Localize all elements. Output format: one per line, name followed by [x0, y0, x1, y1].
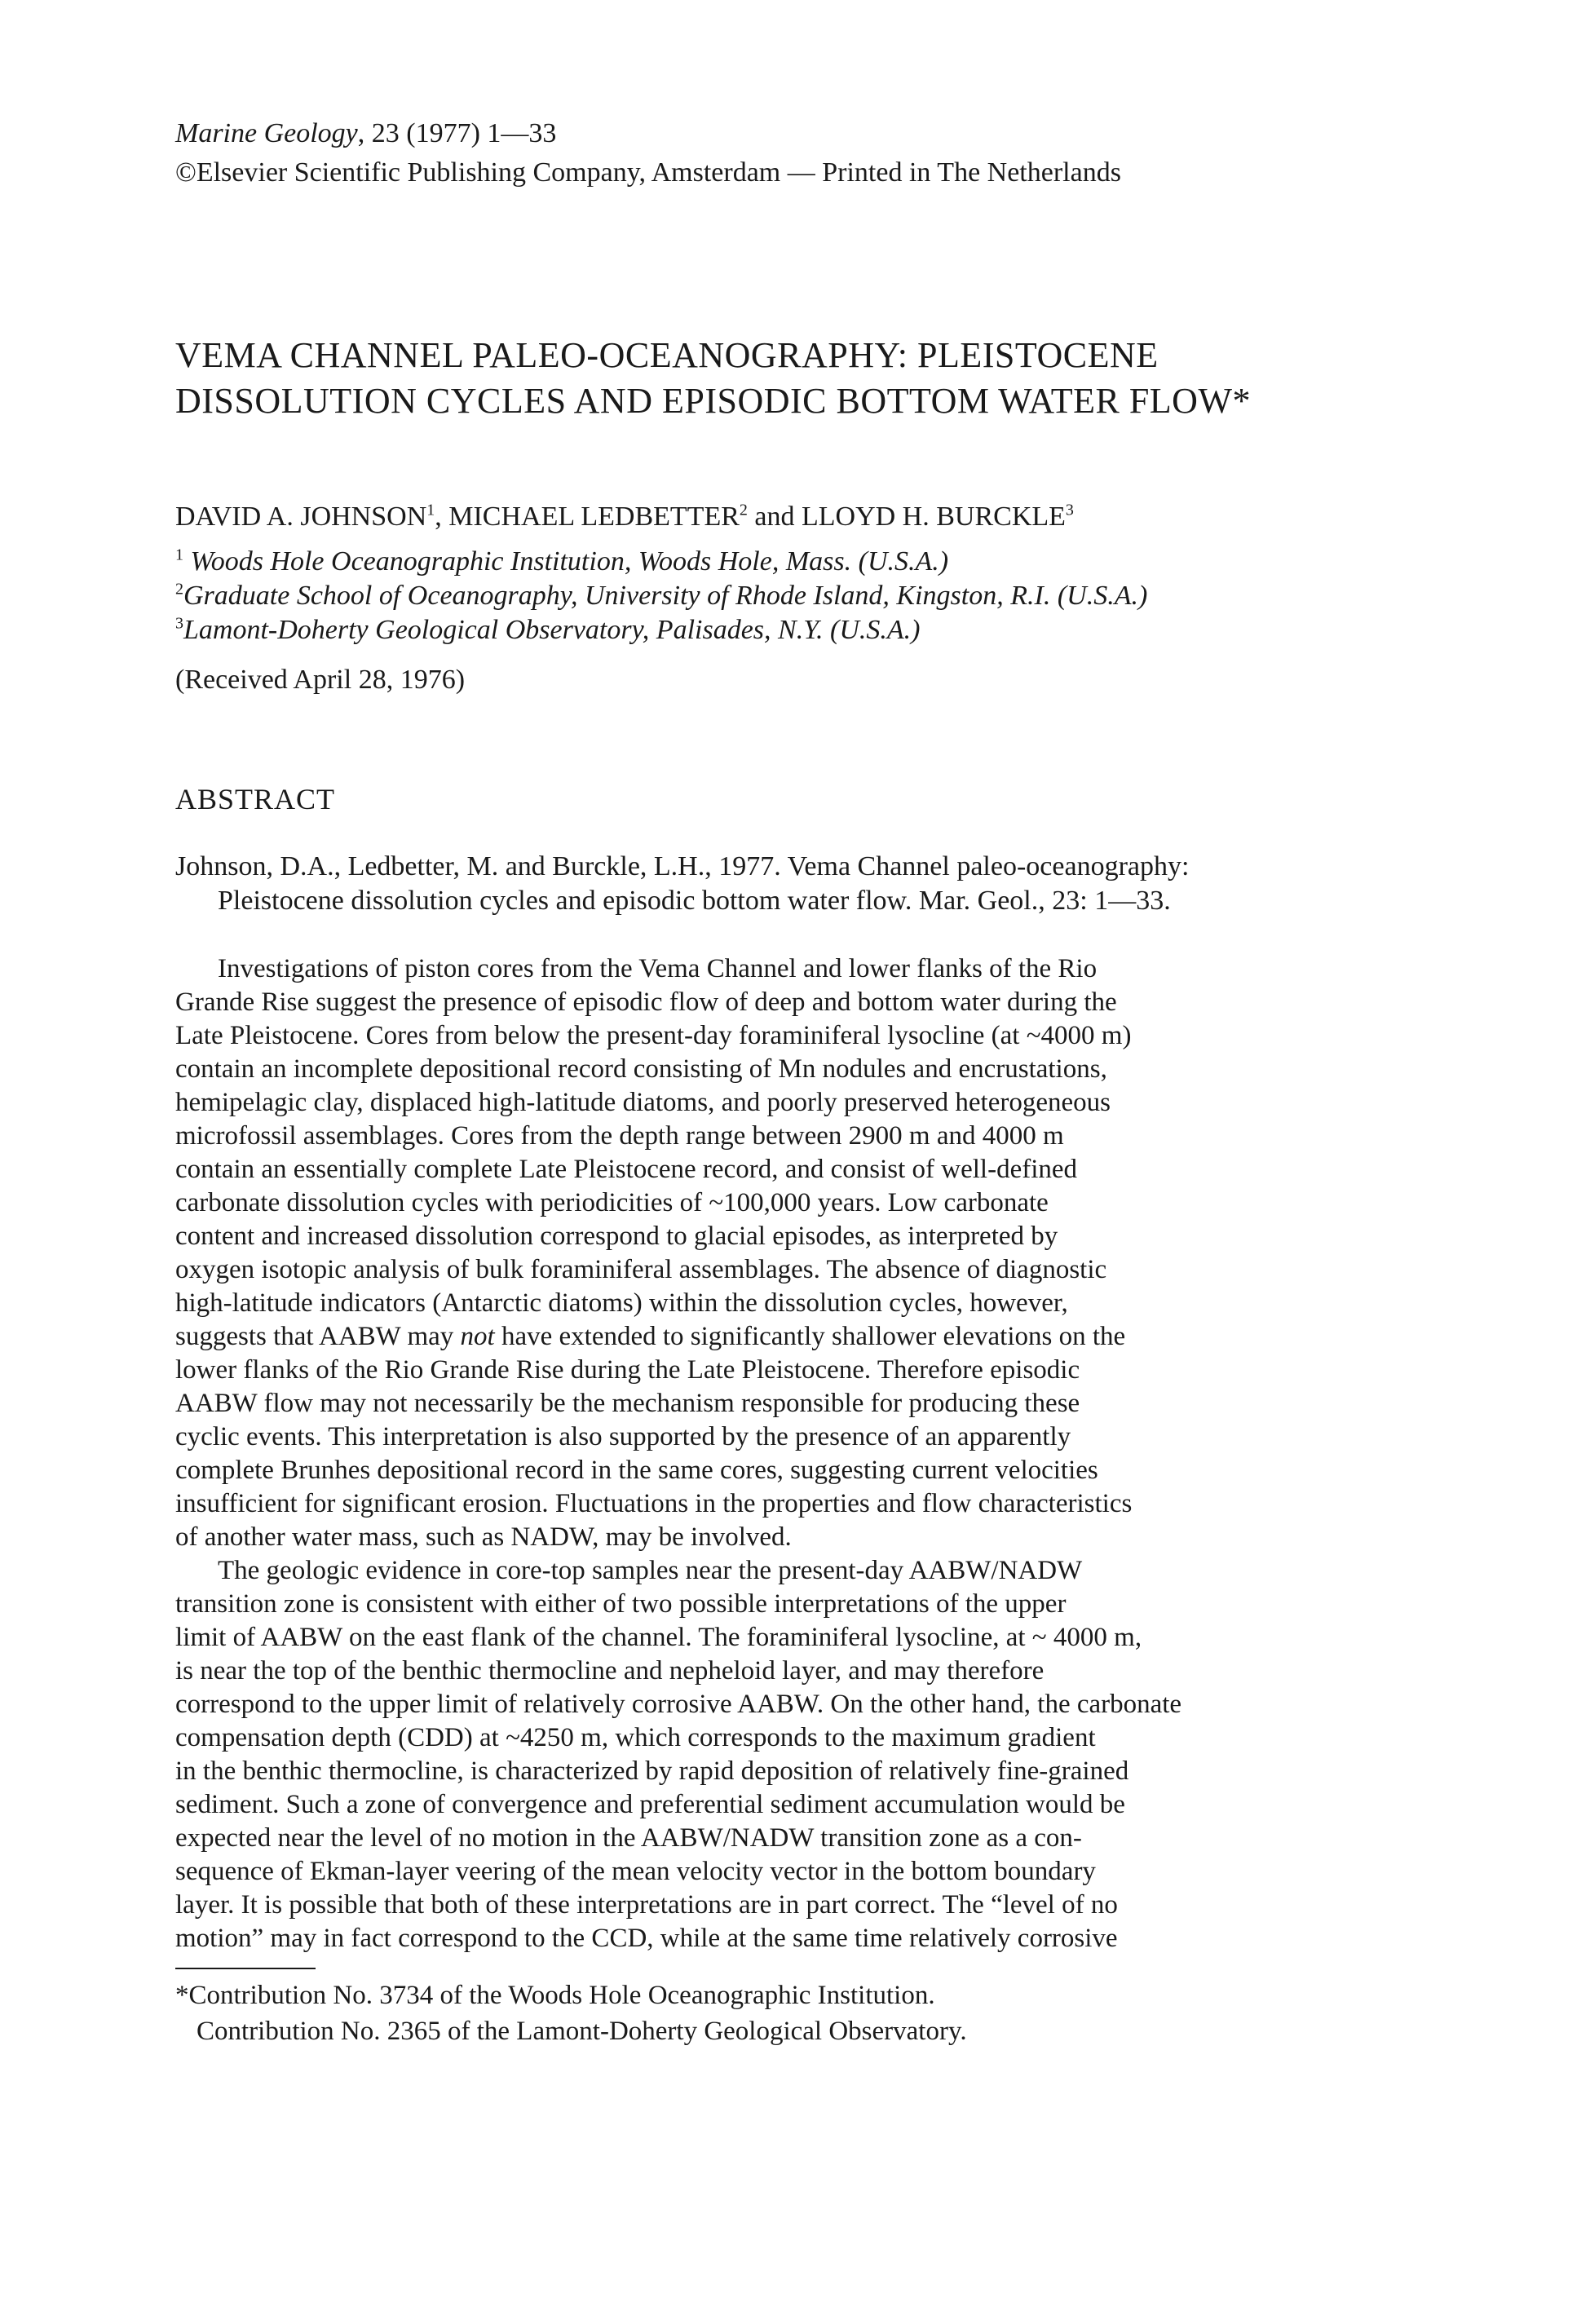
- journal-citation-line: [175, 114, 1447, 153]
- affiliation-text: Graduate School of Oceanography, University of Rhode Island, Kingston, R.I. (U.S.A.): [183, 581, 1148, 611]
- abstract-line: compensation depth (CDD) at ~4250 m, which corresponds to the maximum gradient: [175, 1723, 1096, 1752]
- abstract-line: correspond to the upper limit of relatively corrosive AABW. On the other hand, the carbonate: [175, 1690, 1182, 1719]
- emphasis-text: not: [460, 1322, 495, 1351]
- abstract-line: sequence of Ekman-layer veering of the mean velocity vector in the bottom boundary: [175, 1857, 1096, 1886]
- abstract-line: layer. It is possible that both of these interpretations are in part correct. The “level of no: [175, 1890, 1118, 1920]
- abstract-line: transition zone is consistent with either of two possible interpretations of the upper: [175, 1589, 1067, 1619]
- affiliation-mark: 1: [175, 546, 183, 564]
- abstract-text: have extended to significantly shallower elevations on the: [494, 1322, 1126, 1351]
- abstract-line: is near the top of the benthic thermocline and nepheloid layer, and may therefore: [175, 1656, 1045, 1686]
- abstract-line: expected near the level of no motion in the AABW/NADW transition zone as a con-: [175, 1823, 1082, 1853]
- affiliation-mark: 2: [175, 580, 183, 599]
- abstract-line: motion” may in fact correspond to the CCD, while at the same time relatively corrosive: [175, 1924, 1118, 1953]
- abstract-line: complete Brunhes depositional record in the same cores, suggesting current velocities: [175, 1456, 1098, 1485]
- abstract-line: sediment. Such a zone of convergence and preferential sediment accumulation would be: [175, 1790, 1125, 1819]
- abstract-line: contain an essentially complete Late Pleistocene record, and consist of well-defined: [175, 1155, 1078, 1184]
- abstract-line: AABW flow may not necessarily be the mechanism responsible for producing these: [175, 1389, 1080, 1418]
- abstract-text: suggests that AABW may: [175, 1322, 461, 1351]
- affiliation-text: Woods Hole Oceanographic Institution, Woods Hole, Mass. (U.S.A.): [183, 546, 949, 577]
- abstract-line: Late Pleistocene. Cores from below the present-day foraminiferal lysocline (at ~4000 m): [175, 1021, 1132, 1050]
- affiliation: [175, 545, 1447, 579]
- affiliation-mark: 3: [1065, 501, 1074, 519]
- footnotes: [175, 1977, 1447, 2049]
- abstract-line: limit of AABW on the east flank of the channel. The foraminiferal lysocline, at ~ 4000 m,: [175, 1623, 1142, 1652]
- author-name: , MICHAEL LEDBETTER: [435, 501, 740, 532]
- affiliation-mark: 2: [739, 501, 748, 519]
- footnote-divider: [175, 1968, 316, 1969]
- affiliation-text: Lamont-Doherty Geological Observatory, Palisades, N.Y. (U.S.A.): [183, 615, 921, 645]
- abstract-line: insufficient for significant erosion. Fluctuations in the properties and flow characteristics: [175, 1489, 1133, 1518]
- article-title: [175, 333, 1447, 424]
- affiliation: [175, 579, 1447, 613]
- author-name: and LLOYD H. BURCKLE: [747, 501, 1066, 532]
- affiliation-mark: 3: [175, 614, 183, 633]
- abstract-line: microfossil assemblages. Cores from the depth range between 2900 m and 4000 m: [175, 1121, 1064, 1151]
- abstract-line: Grande Rise suggest the presence of episodic flow of deep and bottom water during the: [175, 987, 1117, 1017]
- abstract-line: lower flanks of the Rio Grande Rise during the Late Pleistocene. Therefore episodic: [175, 1355, 1080, 1385]
- title-line: VEMA CHANNEL PALEO-OCEANOGRAPHY: PLEISTOCENE: [175, 335, 1159, 375]
- affiliation: [175, 613, 1447, 647]
- title-line: DISSOLUTION CYCLES AND EPISODIC BOTTOM WATER FLOW*: [175, 381, 1251, 421]
- abstract-line: [175, 1320, 1447, 1354]
- abstract-body: [175, 952, 1447, 1955]
- abstract-line: high-latitude indicators (Antarctic diatoms) within the dissolution cycles, however,: [175, 1288, 1068, 1318]
- abstract-line: of another water mass, such as NADW, may be involved.: [175, 1522, 792, 1552]
- journal-name: Marine Geology: [175, 118, 358, 148]
- received-date: (Received April 28, 1976): [175, 665, 466, 695]
- abstract-line: hemipelagic clay, displaced high-latitude diatoms, and poorly preserved heterogeneous: [175, 1088, 1111, 1117]
- citation-line: Johnson, D.A., Ledbetter, M. and Burckle, L.H., 1977. Vema Channel paleo-oceanography:: [175, 851, 1190, 881]
- abstract-line: cyclic events. This interpretation is also supported by the presence of an apparently: [175, 1422, 1071, 1451]
- journal-volume-pages: , 23 (1977) 1—33: [357, 118, 557, 148]
- citation-line: Pleistocene dissolution cycles and episodic bottom water flow. Mar. Geol., 23: 1—33.: [218, 886, 1171, 916]
- abstract-line: in the benthic thermocline, is characterized by rapid deposition of relatively fine-grained: [175, 1756, 1129, 1786]
- abstract-heading: ABSTRACT: [175, 783, 336, 815]
- author-list: [175, 499, 1447, 535]
- abstract-line: content and increased dissolution correspond to glacial episodes, as interpreted by: [175, 1222, 1058, 1251]
- abstract-line: oxygen isotopic analysis of bulk foraminiferal assemblages. The absence of diagnostic: [175, 1255, 1107, 1284]
- abstract-line: The geologic evidence in core-top samples near the present-day AABW/NADW: [218, 1556, 1083, 1585]
- abstract-line: carbonate dissolution cycles with periodicities of ~100,000 years. Low carbonate: [175, 1188, 1049, 1217]
- footnote: Contribution No. 2365 of the Lamont-Doherty Geological Observatory.: [197, 2017, 967, 2046]
- reference-citation: [175, 850, 1447, 918]
- author-name: DAVID A. JOHNSON: [175, 501, 427, 532]
- affiliation-mark: 1: [426, 501, 435, 519]
- abstract-line: contain an incomplete depositional record consisting of Mn nodules and encrustations,: [175, 1054, 1107, 1084]
- publisher-line: ©Elsevier Scientific Publishing Company, Amsterdam — Printed in The Netherlands: [175, 157, 1121, 188]
- affiliations: [175, 545, 1447, 647]
- footnote: *Contribution No. 3734 of the Woods Hole Oceanographic Institution.: [175, 1981, 935, 2010]
- abstract-line: Investigations of piston cores from the Vema Channel and lower flanks of the Rio: [218, 954, 1098, 983]
- journal-header: [175, 114, 1447, 192]
